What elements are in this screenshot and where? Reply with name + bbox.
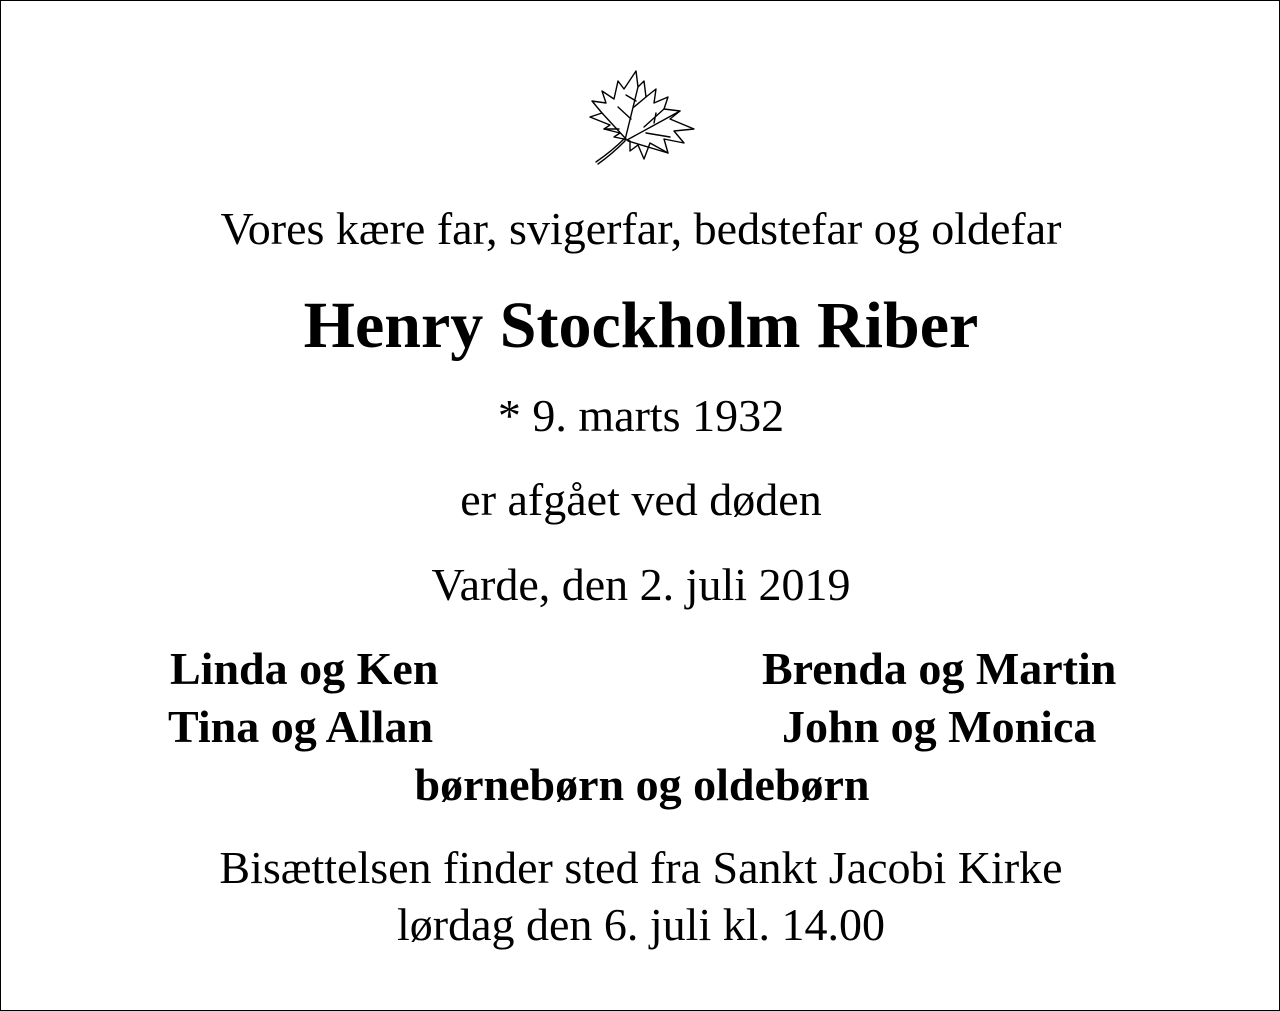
maple-leaf-icon xyxy=(584,67,698,167)
death-statement: er afgået ved døden xyxy=(460,474,822,525)
place-and-date: Varde, den 2. juli 2019 xyxy=(431,559,851,610)
intro-text: Vores kære far, svigerfar, bedstefar og oldefar xyxy=(220,203,1062,254)
funeral-location: Bisættelsen finder sted fra Sankt Jacobi Kirke xyxy=(219,842,1063,893)
funeral-time: lørdag den 6. juli kl. 14.00 xyxy=(396,899,886,950)
grandchildren-text: børnebørn og oldebørn xyxy=(414,759,870,810)
deceased-name: Henry Stockholm Riber xyxy=(303,289,979,362)
birth-date: * 9. marts 1932 xyxy=(497,390,785,441)
family-right-2: John og Monica xyxy=(782,701,1097,752)
family-right-1: Brenda og Martin xyxy=(762,643,1117,694)
family-left-1: Linda og Ken xyxy=(170,643,439,694)
family-left-2: Tina og Allan xyxy=(168,701,434,752)
